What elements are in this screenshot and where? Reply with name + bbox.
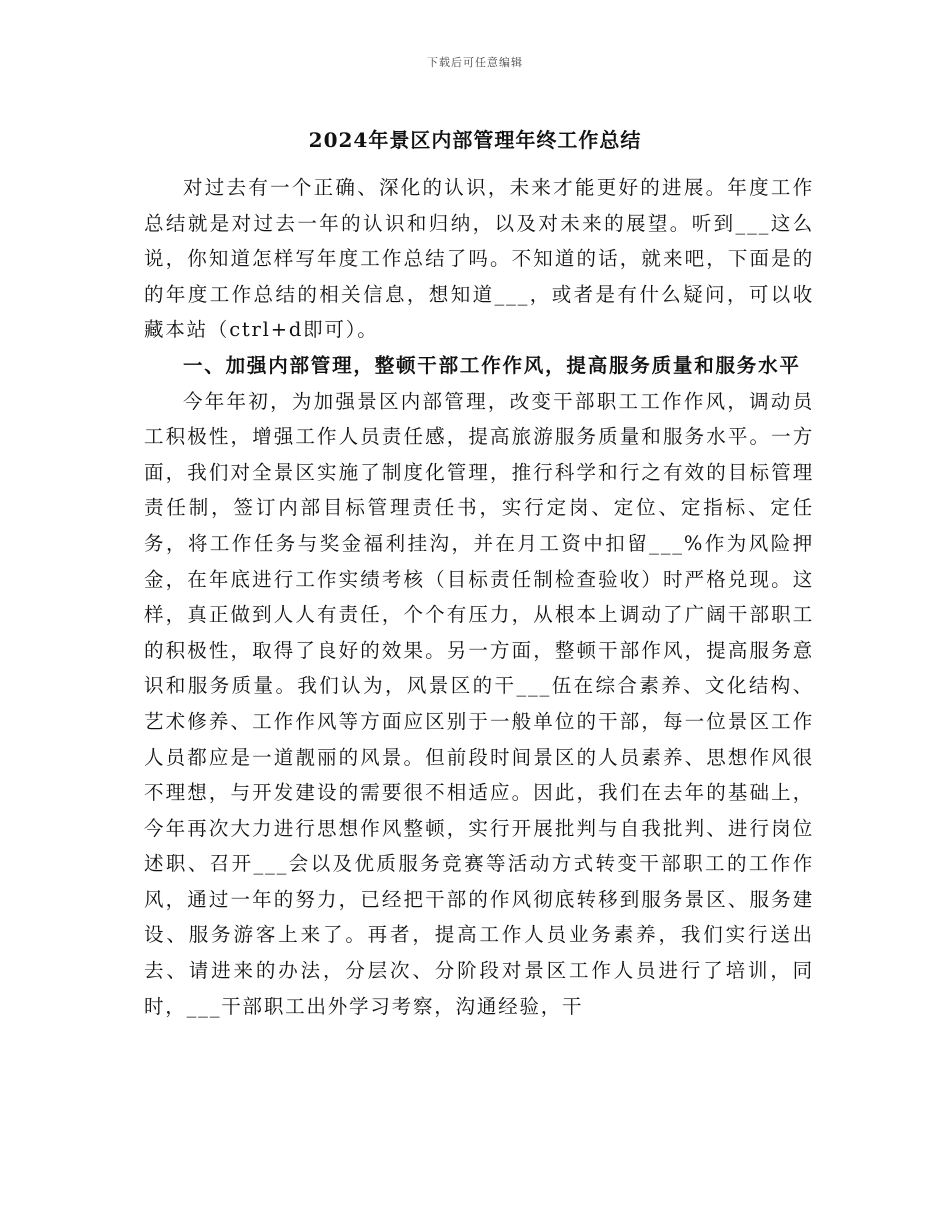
intro-paragraph: 对过去有一个正确、深化的认识，未来才能更好的进展。年度工作总结就是对过去一年的认识和归纳，以及对未来的展望。听到___这么说，你知道怎样写年度工作总结了吗。不知道的话，就来吧，下面是的的年度工作总结的相关信息，想知道___，或者是有什么疑问，可以收藏本站（ctrl+d即可）。 [144, 176, 814, 342]
section-1-body: 今年年初，为加强景区内部管理，改变干部职工工作作风，调动员工积极性，增强工作人员责任感，提高旅游服务质量和服务水平。一方面，我们对全景区实施了制度化管理，推行科学和行之有效的目标管理责任制，签订内部目标管理责任书，实行定岗、定位、定指标、定任务，将工作任务与奖金福利挂沟，并在月工资中扣留___%作为风险押金，在年底进行工作实绩考核（目标责任制检查验收）时严格兑现。这样，真正做到人人有责任，个个有压力，从根本上调动了广阔干部职工的积极性，取得了良好的效果。另一方面，整顿干部作风，提高服务意识和服务质量。我们认为，风景区的干___伍在综合素养、文化结构、艺术修养、工作作风等方面应区别于一般单位的干部，每一位景区工作人员都应是一道靓丽的风景。但前段时间景区的人员素养、思想作风很不理想，与开发建设的需要很不相适应。因此，我们在去年的基础上，今年再次大力进行思想作风整顿，实行开展批判与自我批判、进行岗位述职、召开___会以及优质服务竞赛等活动方式转变干部职工的工作作风，通过一年的努力，已经把干部的作风彻底转移到服务景区、服务建设、服务游客上来了。再者，提高工作人员业务素养，我们实行送出去、请进来的办法，分层次、分阶段对景区工作人员进行了培训，同时，___干部职工出外学习考察，沟通经验，干 [144, 389, 814, 1018]
header-note: 下载后可任意编辑 [427, 56, 523, 69]
section-1-heading: 一、加强内部管理，整顿干部工作作风，提高服务质量和服务水平 [183, 353, 801, 377]
document-title: 2024年景区内部管理年终工作总结 [308, 128, 642, 152]
document-body [144, 170, 814, 1024]
